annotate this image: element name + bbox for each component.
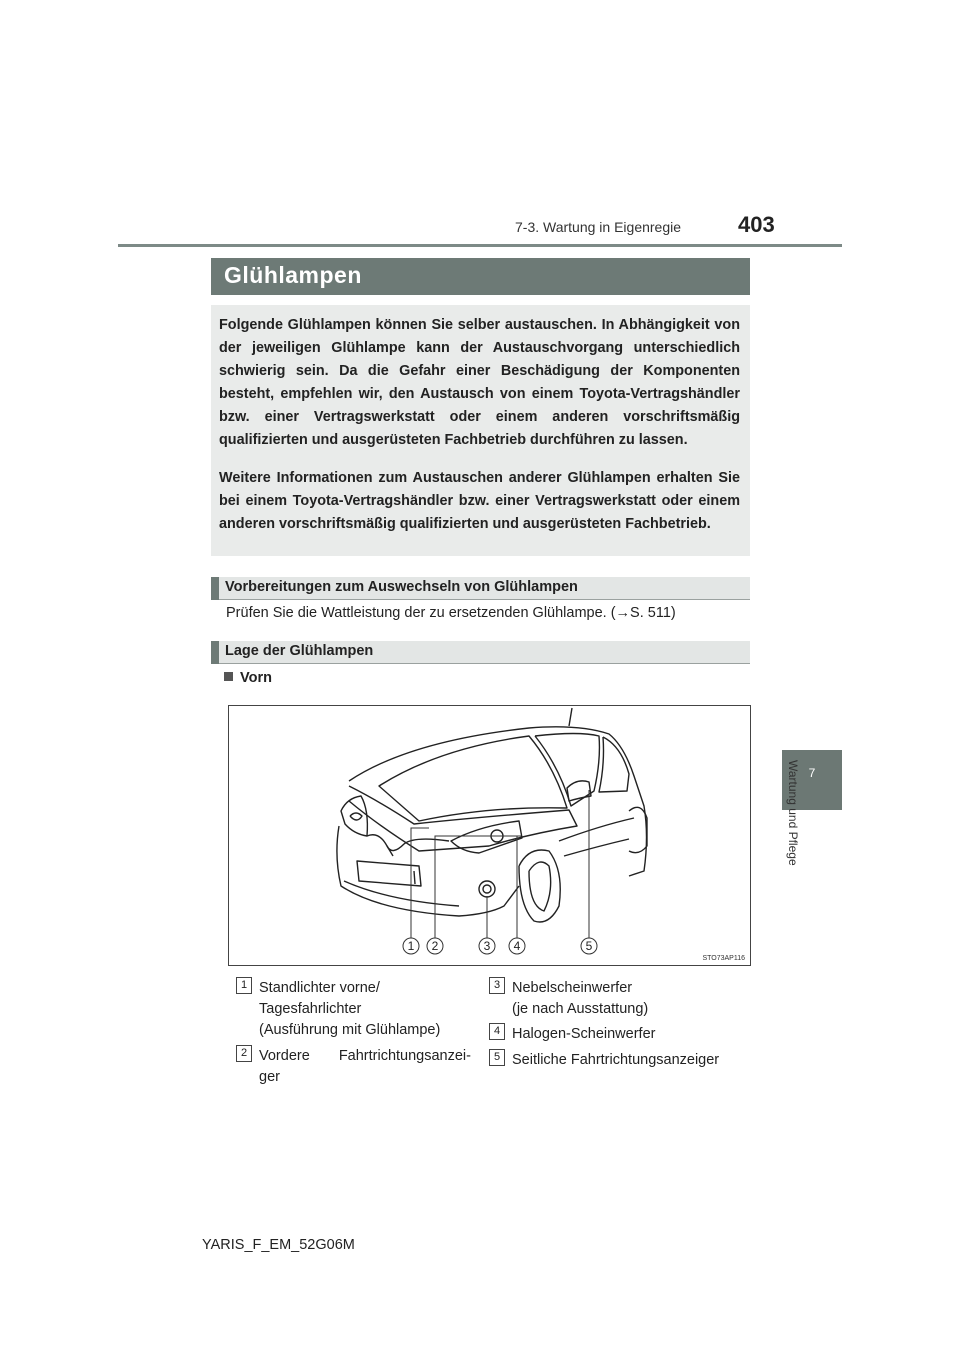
callout-2-label: 2	[431, 939, 439, 953]
section-heading-preparation	[211, 577, 750, 600]
legend-badge-1: 1	[236, 977, 252, 994]
document-code: YARIS_F_EM_52G06M	[202, 1237, 355, 1253]
legend-3-line-2: (je nach Ausstattung)	[512, 1001, 649, 1017]
page-title: Glühlampen	[224, 262, 362, 288]
legend-1-line-3: (Ausführung mit Glühlampe)	[259, 1022, 441, 1038]
section-heading-text: Lage der Glühlampen	[225, 643, 374, 659]
legend-2-line-1: Vordere Fahrtrichtungsanzei-	[259, 1048, 471, 1064]
section-heading-location	[211, 641, 750, 664]
intro-paragraph-2: Weitere Informationen zum Austauschen anderer Glühlampen erhalten Sie bei einem Toyota-Vertragshändler bzw. einer Vertragswerkstatt oder einem anderen vorschriftsmäßig qualifizierten und ausgerüsteten Fachbetrieb.	[219, 470, 740, 532]
legend-badge-3: 3	[489, 977, 505, 994]
figure-code: STO73AP116	[702, 955, 745, 962]
front-subheading: Vorn	[240, 670, 272, 686]
legend-badge-2: 2	[236, 1045, 252, 1062]
page-number: 403	[738, 212, 775, 237]
legend-1-line-1: Standlichter vorne/	[259, 980, 380, 996]
chapter-tab-number: 7	[808, 766, 816, 780]
section-heading-text: Vorbereitungen zum Auswechseln von Glühlampen	[225, 579, 578, 595]
legend-4-line-1: Halogen-Scheinwerfer	[512, 1026, 656, 1042]
legend-2-line-2: ger	[259, 1069, 280, 1085]
car-drawing	[229, 706, 750, 965]
intro-paragraph-1: Folgende Glühlampen können Sie selber austauschen. In Abhängigkeit von der jeweiligen Glühlampe kann der Austauschvorgang unterschiedlich schwierig sein. Da die Gefahr einer Beschädigung der Komponenten besteht, empfehlen wir, den Austausch von einem Toyota-Vertragshändler bzw. einer Vertragswerkstatt oder einem anderen vorschriftsmäßig qualifizierten und ausgerüsteten Fachbetrieb durchführen zu lassen.	[219, 317, 740, 448]
section-heading-marker	[211, 577, 219, 600]
legend-1-line-2: Tagesfahrlichter	[259, 1001, 362, 1017]
callout-4-label: 4	[513, 939, 521, 953]
header-section-title: 7-3. Wartung in Eigenregie	[515, 219, 682, 235]
legend-3-line-1: Nebelscheinwerfer	[512, 980, 633, 996]
legend-5-line-1: Seitliche Fahrtrichtungsanzeiger	[512, 1052, 720, 1068]
callout-5-label: 5	[585, 939, 593, 953]
callout-1-label: 1	[407, 939, 415, 953]
legend-badge-4: 4	[489, 1023, 505, 1040]
square-bullet-icon	[224, 672, 233, 681]
chapter-tab-label: Wartung und Pflege	[786, 760, 800, 866]
section-heading-marker	[211, 641, 219, 664]
callout-3-label: 3	[483, 939, 491, 953]
header-divider	[118, 244, 842, 247]
wattage-check-text: Prüfen Sie die Wattleistung der zu ersetzenden Glühlampe. (→S. 511)	[226, 605, 676, 621]
legend-badge-5: 5	[489, 1049, 505, 1066]
car-front-illustration	[228, 705, 751, 966]
